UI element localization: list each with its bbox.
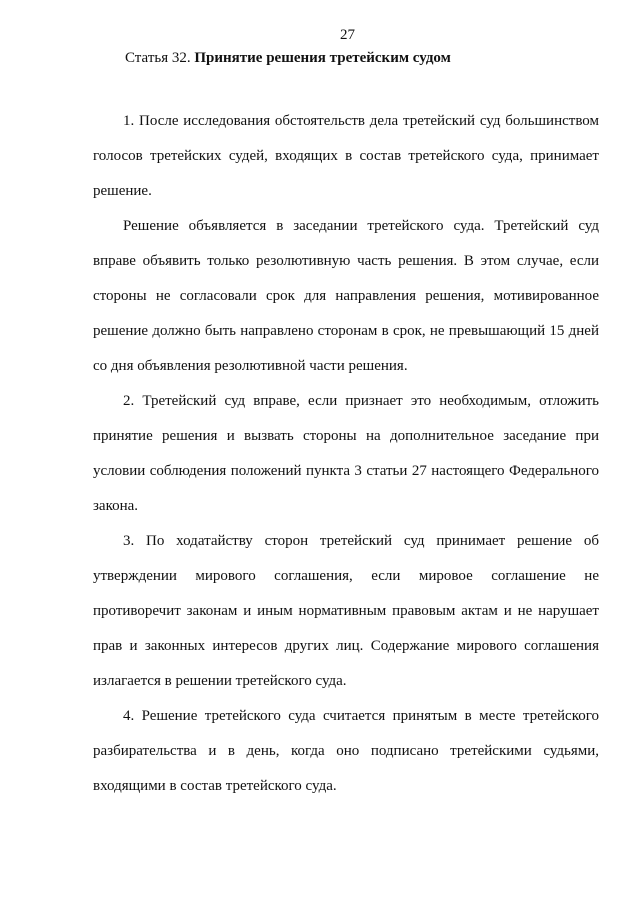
paragraph-1-continued: Решение объявляется в заседании третейского суда. Третейский суд вправе объявить только резолютивную часть решения. В этом случае, если стороны не согласовали срок для направления решения, мотивированное решение должно быть направлено сторонам в срок, не превышающий 15 дней со дня объявления резолютивной части решения.: [93, 218, 599, 374]
article-title: Принятие решения третейским судом: [194, 50, 451, 66]
article-body: [93, 104, 599, 804]
paragraph-1: 1. После исследования обстоятельств дела третейский суд большинством голосов третейских судей, входящих в состав третейского суда, принимает решение.: [93, 113, 599, 199]
paragraph-2: 2. Третейский суд вправе, если признает это необходимым, отложить принятие решения и вызвать стороны на дополнительное заседание при условии соблюдения положений пункта 3 статьи 27 настоящего Федерального закона.: [93, 393, 599, 514]
paragraph-4: 4. Решение третейского суда считается принятым в месте третейского разбирательства и в день, когда оно подписано третейскими судьями, входящими в состав третейского суда.: [93, 708, 599, 794]
page-number: 27: [340, 27, 355, 43]
article-heading: [125, 50, 451, 67]
article-label: Статья 32.: [125, 50, 191, 66]
paragraph-3: 3. По ходатайству сторон третейский суд принимает решение об утверждении мирового соглашения, если мировое соглашение не противоречит законам и иным нормативным правовым актам и не нарушает прав и законных интересов других лиц. Содержание мирового соглашения излагается в решении третейского суда.: [93, 533, 599, 689]
